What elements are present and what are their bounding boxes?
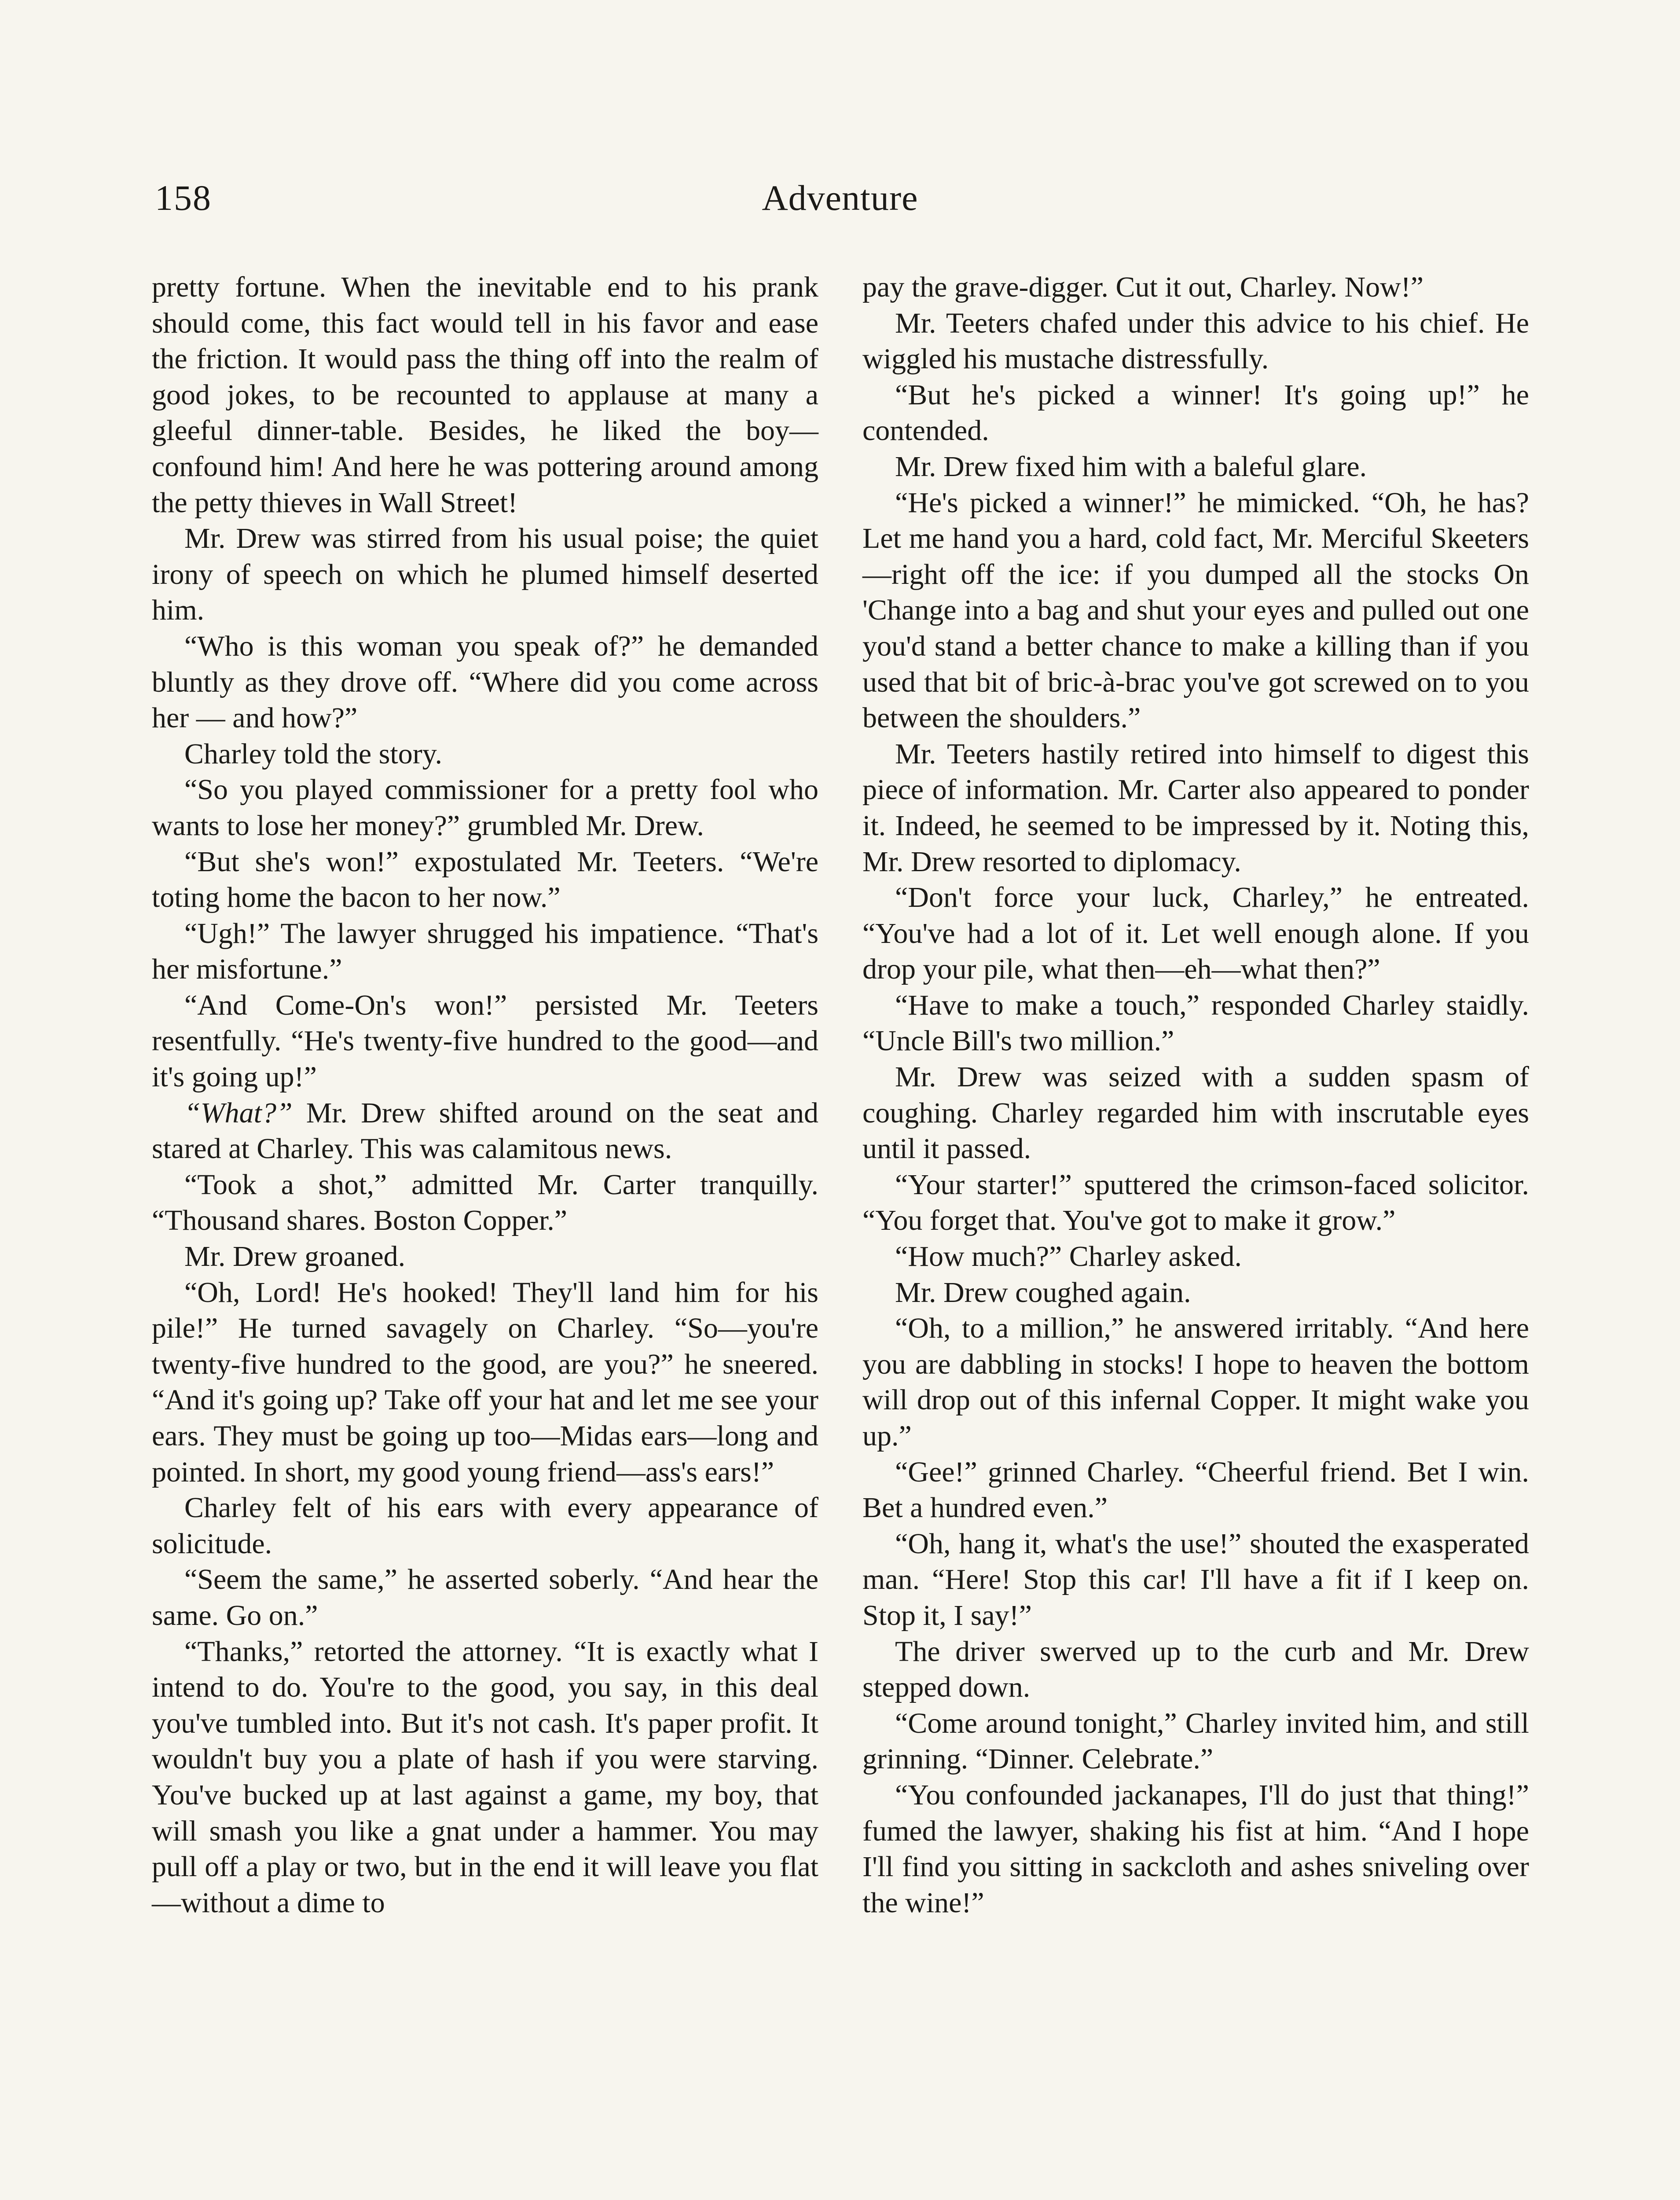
paragraph: “Seem the same,” he asserted soberly. “And hear the same. Go on.” bbox=[152, 1563, 818, 1632]
paragraph: pay the grave-digger. Cut it out, Charley. Now!” bbox=[862, 271, 1424, 303]
paragraph-italic-lead bbox=[152, 1095, 818, 1167]
paragraph: “Come around tonight,” Charley invited him, and still grinning. “Dinner. Celebrate.” bbox=[862, 1707, 1529, 1775]
paragraph: “How much?” Charley asked. bbox=[895, 1240, 1242, 1273]
paragraph: pretty fortune. When the inevitable end to his prank should come, this fact would tell in his favor and ease the friction. It would pass the thing off into the realm of good jokes, to be recounted to applause at many a gleeful dinner-table. Besides, he liked the boy—confound him! And here he was pottering around among the petty thieves in Wall Street! bbox=[152, 271, 818, 519]
paragraph: Charley told the story. bbox=[184, 737, 442, 770]
paragraph: “Thanks,” retorted the attorney. “It is exactly what I intend to do. You're to the good, you say, in this deal you've tumbled into. But it's not cash. It's paper profit. It wouldn't buy you a plate of hash if you were starving. You've bucked up at last against a game, my boy, that will smash you like a gnat under a hammer. You may pull off a play or two, but in the end it will leave you flat—without a dime to bbox=[152, 1635, 818, 1919]
paragraph: Mr. Drew fixed him with a baleful glare. bbox=[895, 450, 1367, 483]
paragraph: Mr. Drew was stirred from his usual poise; the quiet irony of speech on which he plumed himself deserted him. bbox=[152, 522, 818, 627]
paragraph: “Have to make a touch,” responded Charley staidly. “Uncle Bill's two million.” bbox=[862, 989, 1529, 1057]
right-column bbox=[862, 269, 1529, 1921]
running-title: Adventure bbox=[762, 178, 918, 218]
paragraph: Mr. Teeters chafed under this advice to his chief. He wiggled his mustache distressfully. bbox=[862, 307, 1529, 375]
paragraph: “Took a shot,” admitted Mr. Carter tranquilly. “Thousand shares. Boston Copper.” bbox=[152, 1168, 818, 1237]
paragraph: Mr. Drew groaned. bbox=[184, 1240, 406, 1273]
page-number: 158 bbox=[155, 178, 212, 218]
page-header bbox=[155, 176, 1525, 229]
paragraph: “Ugh!” The lawyer shrugged his impatience. “That's her misfortune.” bbox=[152, 917, 818, 986]
paragraph: “So you played commissioner for a pretty fool who wants to lose her money?” grumbled Mr. Drew. bbox=[152, 774, 818, 842]
paragraph: “You confounded jackanapes, I'll do just that thing!” fumed the lawyer, shaking his fist at him. “And I hope I'll find you sitting in sackcloth and ashes sniveling over the wine!” bbox=[862, 1778, 1529, 1919]
paragraph: “Don't force your luck, Charley,” he entreated. “You've had a lot of it. Let well enough alone. If you drop your pile, what then—eh—what then?” bbox=[862, 881, 1529, 986]
paragraph: “But she's won!” expostulated Mr. Teeters. “We're toting home the bacon to her now.” bbox=[152, 845, 818, 914]
paragraph: The driver swerved up to the curb and Mr. Drew stepped down. bbox=[862, 1635, 1529, 1704]
paragraph: “Your starter!” sputtered the crimson-faced solicitor. “You forget that. You've got to make it grow.” bbox=[862, 1168, 1529, 1237]
paragraph: Mr. Drew was seized with a sudden spasm of coughing. Charley regarded him with inscrutable eyes until it passed. bbox=[862, 1061, 1529, 1165]
paragraph-text: Mr. Drew shifted around on the seat and stared at Charley. This was calamitous news. bbox=[152, 1096, 819, 1165]
paragraph: “Who is this woman you speak of?” he demanded bluntly as they drove off. “Where did you come across her — and how?” bbox=[152, 630, 818, 734]
paragraph: “But he's picked a winner! It's going up!” he contended. bbox=[862, 378, 1529, 447]
left-column bbox=[152, 269, 818, 1921]
paragraph: “Gee!” grinned Charley. “Cheerful friend. Bet I win. Bet a hundred even.” bbox=[862, 1456, 1529, 1524]
italic-exclamation: “What?” bbox=[184, 1096, 293, 1129]
paragraph: “He's picked a winner!” he mimicked. “Oh, he has? Let me hand you a hard, cold fact, Mr. Merciful Skeeters—right off the ice: if you dumped all the stocks On 'Change into a bag and shut your eyes and pulled out one you'd stand a better chance to make a killing than if you used that bit of bric-à-brac you've got screwed on to you between the shoulders.” bbox=[862, 486, 1529, 734]
paragraph: “Oh, hang it, what's the use!” shouted the exasperated man. “Here! Stop this car! I'll have a fit if I keep on. Stop it, I say!” bbox=[862, 1527, 1529, 1632]
paragraph: “Oh, Lord! He's hooked! They'll land him for his pile!” He turned savagely on Charley. “So—you're twenty-five hundred to the good, are you?” he sneered. “And it's going up? Take off your hat and let me see your ears. They must be going up too—Midas ears—long and pointed. In short, my good young friend—ass's ears!” bbox=[152, 1276, 818, 1488]
paragraph: Mr. Drew coughed again. bbox=[895, 1276, 1191, 1309]
paragraph: “Oh, to a million,” he answered irritably. “And here you are dabbling in stocks! I hope to heaven the bottom will drop out of this infernal Copper. It might wake you up.” bbox=[862, 1312, 1529, 1452]
paragraph: Mr. Teeters hastily retired into himself to digest this piece of information. Mr. Carter also appeared to ponder it. Indeed, he seemed to be impressed by it. Noting this, Mr. Drew resorted to diplomacy. bbox=[862, 737, 1529, 878]
paragraph: Charley felt of his ears with every appearance of solicitude. bbox=[152, 1492, 818, 1560]
paragraph: “And Come-On's won!” persisted Mr. Teeters resentfully. “He's twenty-five hundred to the good—and it's going up!” bbox=[152, 989, 818, 1093]
